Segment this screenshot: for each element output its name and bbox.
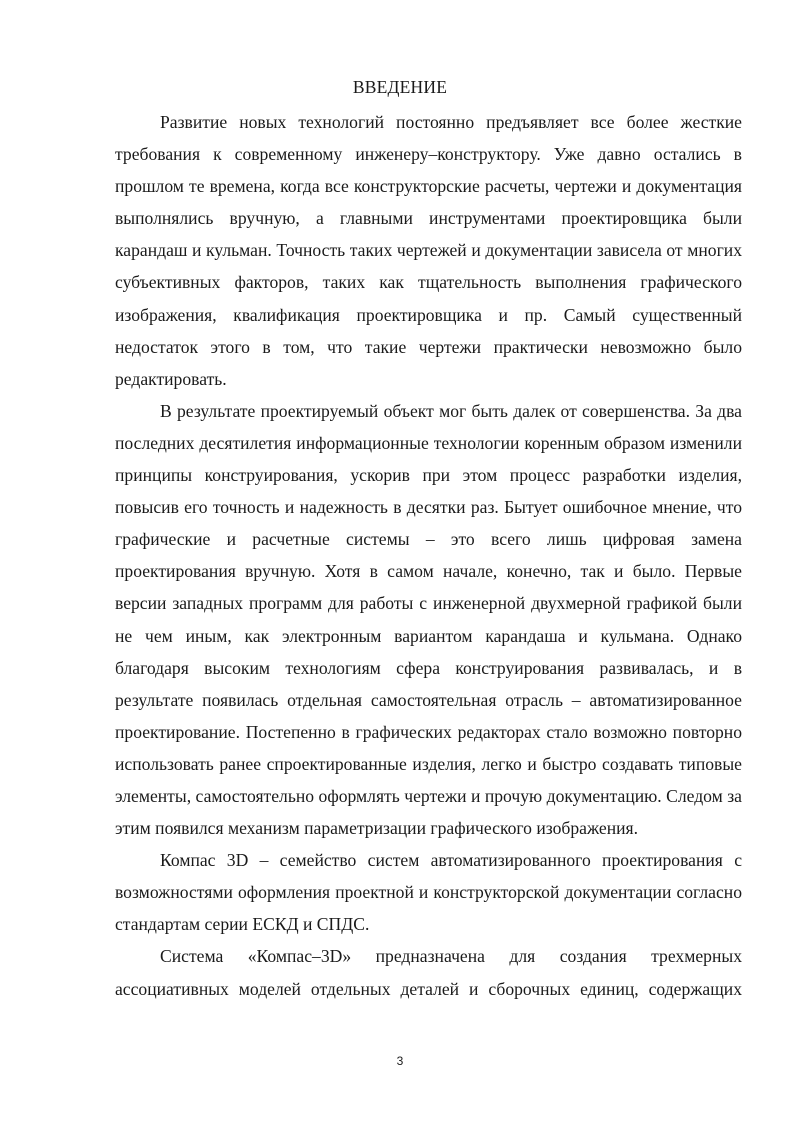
paragraph-4: Система «Компас–3D» предназначена для создания трехмерных ассоциативных моделей отдельных деталей и сборочных единиц, содержащих — [115, 946, 742, 999]
paragraph-3: Компас 3D – семейство систем автоматизированного проектирования с возможностями оформления проектной и конструкторской документации согласно стандартам серии ЕСКД и СПДС. — [115, 850, 742, 935]
paragraph-1: Развитие новых технологий постоянно предъявляет все более жесткие требования к современному инженеру–конструктору. Уже давно остались в прошлом те времена, когда все конструкторские расчеты, чертежи и документация выполнялись вручную, а главными инструментами проектировщика были карандаш и кульман. Точность таких чертежей и документации зависела от многих субъективных факторов, таких как тщательность выполнения графического изображения, квалификация проектировщика и пр. Самый существенный недостаток этого в том, что такие чертежи практически невозможно было редактировать. — [115, 112, 742, 389]
body-text — [115, 106, 742, 1005]
section-heading: ВВЕДЕНИЕ — [352, 77, 448, 97]
paragraph-2: В результате проектируемый объект мог быть далек от совершенства. За два последних десятилетия информационные технологии коренным образом изменили принципы конструирования, ускорив при этом процесс разработки изделия, повысив его точность и надежность в десятки раз. Бытует ошибочное мнение, что графические и расчетные системы – это всего лишь цифровая замена проектирования вручную. Хотя в самом начале, конечно, так и было. Первые версии западных программ для работы с инженерной двухмерной графикой были не чем иным, как электронным вариантом карандаша и кульмана. Однако благодаря высоким технологиям сфера конструирования развивалась, и в результате появилась отдельная самостоятельная отрасль – автоматизированное проектирование. Постепенно в графических редакторах стало возможно повторно использовать ранее спроектированные изделия, легко и быстро создавать типовые элементы, самостоятельно оформлять чертежи и прочую документацию. Следом за этим появился механизм параметризации графического изображения. — [115, 400, 742, 839]
page-number: 3 — [396, 1054, 404, 1068]
